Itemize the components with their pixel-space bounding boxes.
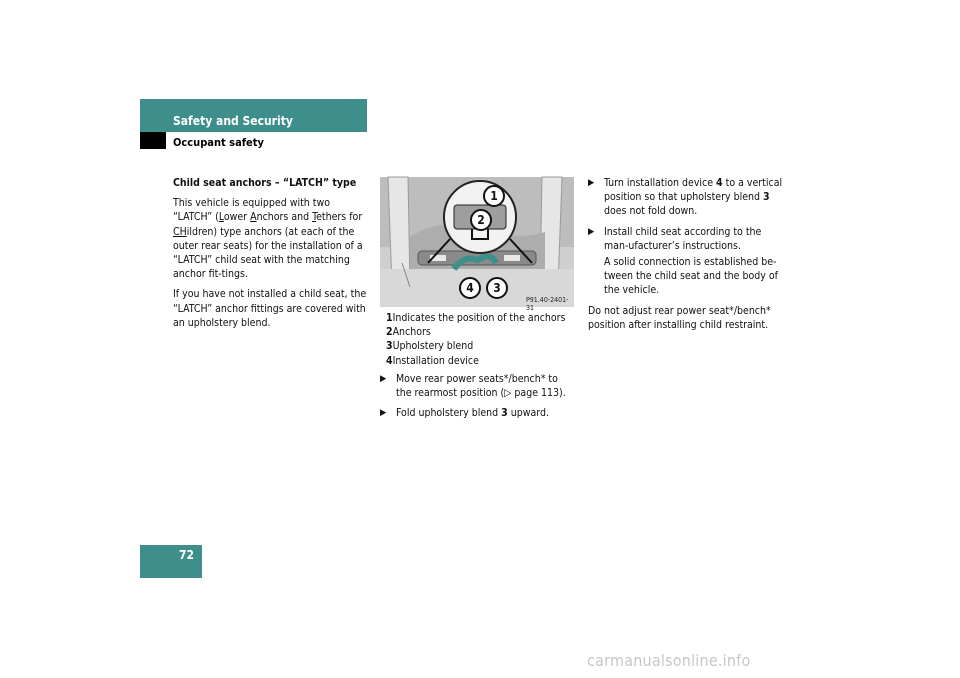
step-text: Turn installation device — [604, 177, 717, 189]
right-triangle-icon: ▶ — [380, 374, 387, 384]
step-text: Fold upholstery blend — [396, 407, 502, 420]
legend-text: Anchors — [392, 326, 431, 339]
step-ref: 3 — [763, 191, 770, 204]
column-3 — [588, 176, 788, 332]
legend-text: Upholstery blend — [392, 340, 474, 353]
legend-num: 2 — [386, 326, 393, 339]
step-install-seat — [588, 225, 788, 253]
watermark: carmanualsonline.info — [587, 651, 751, 670]
step-text: does not fold down. — [604, 205, 698, 218]
legend-text: Indicates the position of the anchors — [392, 312, 566, 324]
step-text: Move rear power seats*/bench* to the rearmost position (▷ page 113). — [396, 373, 566, 400]
anchors-paragraph — [173, 196, 369, 281]
step-ref: 3 — [501, 407, 508, 420]
subsection-title: Occupant safety — [173, 136, 264, 149]
text-run: CH — [173, 225, 187, 238]
text-run: ildren) type anchors (at each of the outer rear seats) for the installation of a “LATCH” child seat with the matching anchor fit-tings. — [173, 225, 363, 281]
text-run: nchors and — [256, 211, 313, 224]
step-note: A solid connection is established be-tween the child seat and the body of the vehicle. — [604, 256, 778, 297]
step-text: to a vertical position so that upholstery blend — [604, 177, 783, 204]
step-ref: 4 — [716, 177, 723, 189]
legend-item — [386, 325, 576, 339]
text-run: L — [218, 211, 224, 224]
section-marker — [140, 132, 166, 149]
callout-3: 3 — [486, 277, 508, 299]
seat-anchor-illustration — [380, 177, 574, 312]
legend-item — [386, 354, 576, 368]
legend-text: Installation device — [392, 354, 479, 367]
step-text: upward. — [507, 407, 549, 420]
figure-code: P91.40-2401-31 — [526, 296, 569, 312]
callout-4: 4 — [459, 277, 481, 299]
text-run: A — [250, 211, 257, 224]
figure-legend — [386, 311, 576, 368]
text-run: This vehicle is equipped with two “LATCH” ( — [173, 197, 330, 224]
right-triangle-icon: ▶ — [588, 178, 595, 188]
legend-item — [386, 311, 576, 325]
callout-1: 1 — [483, 185, 505, 207]
legend-item — [386, 339, 576, 353]
step-move-seats — [380, 372, 576, 400]
steps-column-2 — [380, 372, 576, 427]
step-text: Install child seat according to the man-ufacturer’s instructions. — [604, 225, 762, 252]
cover-paragraph: If you have not installed a child seat, the “LATCH” anchor fittings are covered with an upholstery blend. — [173, 288, 367, 329]
column-1 — [173, 176, 369, 336]
legend-num: 1 — [386, 312, 393, 324]
legend-num: 4 — [386, 354, 393, 367]
closing-note: Do not adjust rear power seat*/bench* position after installing child restraint. — [588, 304, 771, 331]
text-run: ethers for — [316, 211, 363, 224]
anchors-heading: Child seat anchors – “LATCH” type — [173, 177, 357, 189]
text-run: ower — [223, 211, 251, 224]
step-fold-blend — [380, 406, 576, 420]
callout-2: 2 — [470, 209, 492, 231]
section-title: Safety and Security — [173, 114, 293, 128]
legend-num: 3 — [386, 340, 393, 353]
step-turn-device — [588, 176, 788, 219]
page-number: 72 — [178, 548, 194, 562]
right-triangle-icon: ▶ — [380, 408, 387, 419]
right-triangle-icon: ▶ — [588, 226, 595, 237]
text-run: T — [312, 211, 317, 224]
